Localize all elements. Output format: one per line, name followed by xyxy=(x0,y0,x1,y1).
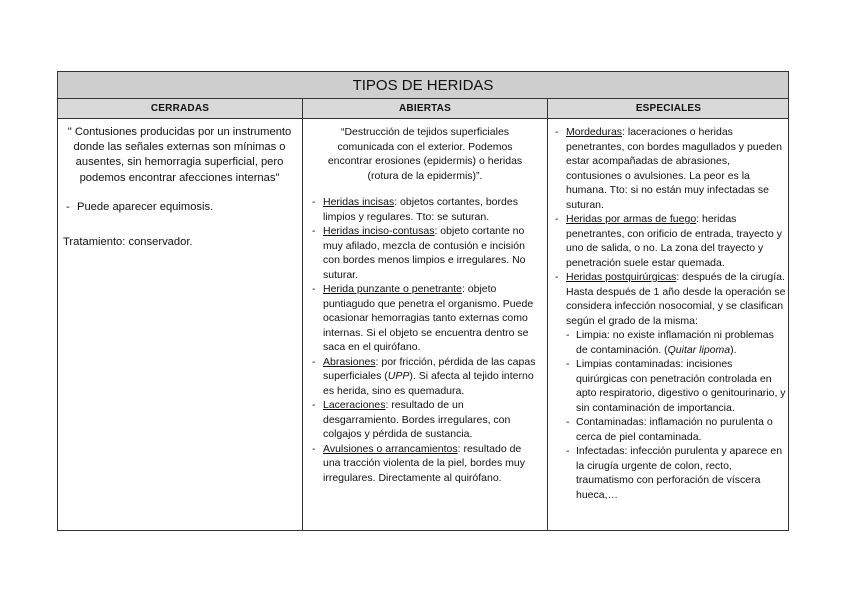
sub-list-item: - Contaminadas: inflamación no purulenta o cerca de piel contaminada. xyxy=(552,415,786,444)
cerradas-column xyxy=(58,121,302,250)
wound-types-table xyxy=(57,71,789,531)
list-item: - Heridas inciso-contusas: objeto cortante no muy afilado, mezcla de contusión e incisión con bordes menos limpios e irregulares. No suturar. xyxy=(309,224,541,282)
list-item: - Heridas postquirúrgicas: después de la cirugía. Hasta después de 1 año desde la operación se considera infección nosocomial, y se clasifican según el grado de la misma: xyxy=(552,270,786,328)
cerradas-treatment: Tratamiento: conservador. xyxy=(63,236,193,249)
sub-list-item: - Limpia: no existe inflamación ni problemas de contaminación. (Quitar lipoma). xyxy=(552,328,786,357)
list-item: - Laceraciones: resultado de un desgarramiento. Bordes irregulares, con colgajos y pérdida de sustancia. xyxy=(309,398,541,442)
header-cerradas: CERRADAS xyxy=(150,103,210,114)
abiertas-definition: “Destrucción de tejidos superficiales comunicada con el exterior. Podemos encontrar erosiones (epidermis) o heridas (rotura de la epidermis)”. xyxy=(327,126,523,182)
list-item: - Avulsiones o arrancamientos: resultado de una tracción violenta de la piel, bordes muy irregulares. Directamente al quirófano. xyxy=(309,442,541,486)
term: Avulsiones o arrancamientos xyxy=(323,442,458,455)
header-especiales: ESPECIALES xyxy=(635,103,702,114)
especiales-column xyxy=(548,121,789,502)
list-item: - Abrasiones: por fricción, pérdida de las capas superficiales (UPP). Si afecta al tejido interno es herida, sino es quemadura. xyxy=(309,355,541,399)
list-item: - Heridas incisas: objetos cortantes, bordes limpios y regulares. Tto: se suturan. xyxy=(309,195,541,224)
term: Heridas postquirúrgicas xyxy=(566,271,677,283)
term: Abrasiones xyxy=(323,355,376,368)
table-title: TIPOS DE HERIDAS xyxy=(58,72,788,99)
cerradas-bullet: - Puede aparecer equimosis. xyxy=(63,200,296,215)
list-item: - Heridas por armas de fuego: heridas penetrantes, con orificio de entrada, trayecto y uno de salida, o no. La zona del trayecto y penetración suele estar quemada. xyxy=(552,212,786,270)
list-item: - Mordeduras: laceraciones o heridas penetrantes, con bordes magullados y pueden estar acompañadas de abrasiones, contusiones o avulsiones. La peor es la humana. Tto: si no están muy infectadas se suturan. xyxy=(552,125,786,212)
term: Heridas por armas de fuego xyxy=(566,213,697,225)
term: Herida punzante o penetrante xyxy=(323,283,462,295)
term: Mordeduras xyxy=(566,126,623,138)
term: Laceraciones xyxy=(323,399,386,411)
cerradas-definition: " Contusiones producidas por un instrumento donde las señales externas son mínimas o ausentes, sin hemorragia superficial, pero podemos encontrar afecciones internas" xyxy=(67,126,292,184)
list-item: - Herida punzante o penetrante: objeto puntiagudo que penetra el organismo. Puede ocasionar hemorragias tanto externas como internas. Si el objeto se encuentra dentro se saca en el quirófano. xyxy=(309,282,541,355)
sub-list-item: - Limpias contaminadas: incisiones quirúrgicas con penetración controlada en apto respiratorio, digestivo o genitourinario, y sin contaminación de importancia. xyxy=(552,357,786,415)
sub-list-item: - Infectadas: infección purulenta y aparece en la cirugía urgente de colon, recto, traumatismo con perforación de víscera hueca,… xyxy=(552,444,786,502)
abiertas-column xyxy=(303,121,547,485)
term: Heridas incisas xyxy=(323,196,395,208)
term: Heridas inciso-contusas xyxy=(323,225,435,237)
header-abiertas: ABIERTAS xyxy=(399,103,451,114)
column-headers xyxy=(58,99,788,119)
